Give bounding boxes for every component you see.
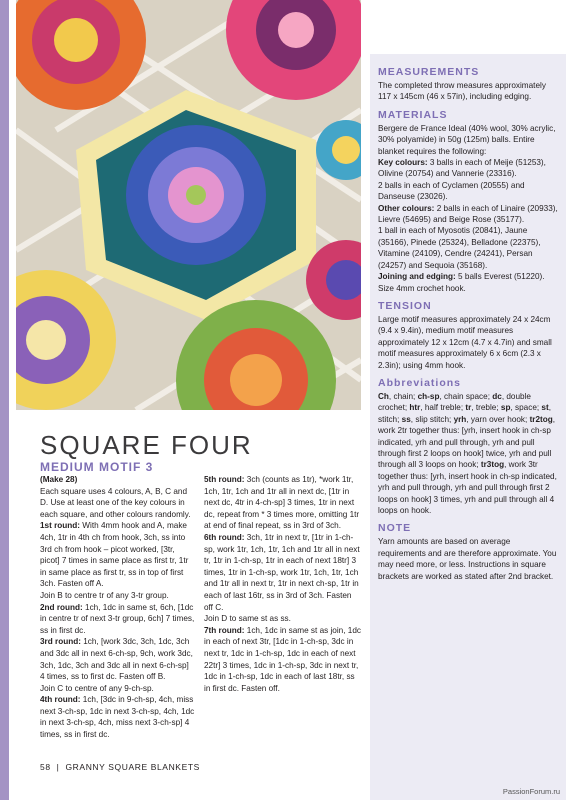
pattern-subtitle: MEDIUM MOTIF 3 xyxy=(40,460,154,474)
watermark: PassionForum.ru xyxy=(502,787,560,796)
page-edge-bar xyxy=(0,0,9,800)
round-3 xyxy=(40,636,195,682)
page-number: 58 xyxy=(40,762,51,772)
abbr-term: dc xyxy=(492,391,502,401)
abbr-def: , chain space; xyxy=(439,391,493,401)
abbr-def: , half treble; xyxy=(420,403,466,413)
abbr-def: , work 3tr together thus: [yrh, insert hook in ch-sp indicated, yrh and pull through, yrh and pull through first 2 loops on hook] 3 times, yrh and pull through all 4 loops on hook. xyxy=(378,460,557,515)
blanket-photo xyxy=(16,0,361,410)
abbr-def: , treble; xyxy=(471,403,501,413)
materials-hook: Size 4mm crochet hook. xyxy=(378,283,466,293)
key-colours-text: 3 balls in each of Meije (51253), Olivine (20754) and Vannerie (23316). xyxy=(378,158,546,179)
abbr-term: ch-sp xyxy=(417,391,440,401)
round-label: 6th round: xyxy=(204,532,245,542)
materials-key-colours xyxy=(378,157,560,180)
pattern-title: SQUARE FOUR xyxy=(40,430,253,460)
note-heading: NOTE xyxy=(378,522,412,535)
abbr-term: tr xyxy=(465,403,472,413)
abbr-term: Ch xyxy=(378,391,389,401)
abbr-term: sp xyxy=(500,403,511,413)
materials-joining xyxy=(378,271,560,282)
section-name: GRANNY SQUARE BLANKETS xyxy=(65,762,200,772)
materials-other-colours xyxy=(378,203,560,226)
round-text: 1ch, [3dc in 9-ch-sp, 4ch, miss next 3-ch-sp, 1dc in next 3-ch-sp, 4ch, 1dc in next 3-ch-sp, 4ch, miss next 3-ch-sp] 4 times, ss in first dc. xyxy=(40,695,195,740)
materials-intro: Bergere de France Ideal (40% wool, 30% acrylic, 30% polyamide) in 50g (125m) balls. Entire blanket requires the following: xyxy=(378,123,556,156)
note-text: Yarn amounts are based on average requirements and are therefore approximate. You may need more, or less. Instructions in square brackets are worked as stated after 2nd bracket. xyxy=(378,537,557,581)
round-5 xyxy=(204,474,361,532)
materials-two-balls: 2 balls in each of Cyclamen (20555) and Danseuse (23026). xyxy=(378,180,525,202)
abbr-def: , stitch; xyxy=(378,403,551,424)
join-c: Join C to centre of any 9-ch-sp. xyxy=(40,683,154,693)
abbr-term: ss xyxy=(401,414,411,424)
measurements-heading: MEASUREMENTS xyxy=(378,66,480,78)
abbr-term: htr xyxy=(409,403,421,413)
round-text: 3ch (counts as 1tr), *work 1tr, 1ch, 1tr, 1ch and 1tr all in next dc, [1tr in next dc, 4tr in 4-ch-sp] 3 times, 1tr in next dc, repeat from * 3 times more, omitting 1tr at end of final repeat, ss in 3rd of 3ch. xyxy=(204,475,360,531)
round-6 xyxy=(204,532,361,613)
page-footer xyxy=(40,762,200,772)
materials-one-ball: 1 ball in each of Myosotis (20841), Jaune (35166), Pinede (25324), Belladone (22375), Vitamine (24109), Cendre (24241), Persan (24257) and Sequoia (35168). xyxy=(378,226,541,270)
join-d: Join D to same st as ss. xyxy=(204,614,291,624)
round-label: 5th round: xyxy=(204,475,245,484)
abbr-term: yrh xyxy=(453,414,467,424)
round-label: 2nd round: xyxy=(40,602,83,612)
tension-heading: TENSION xyxy=(378,299,432,312)
round-text: 1ch, [work 3dc, 3ch, 1dc, 3ch and 3dc all in next 6-ch-sp, 9ch, work 3dc, 3ch, 1dc, 3ch and 3dc all in next 6-ch-sp] 4 times, ss to first dc. Fasten off B. xyxy=(40,637,193,682)
round-label: 1st round: xyxy=(40,521,81,531)
other-colours-text: 2 balls in each of Linaire (20933), Lievre (54695) and Beige Rose (35177). xyxy=(378,203,558,225)
key-colours-label: Key colours: xyxy=(378,158,428,168)
round-1 xyxy=(40,520,195,590)
round-label: 4th round: xyxy=(40,695,81,705)
footer-separator: | xyxy=(56,762,60,772)
round-7 xyxy=(204,625,361,695)
other-colours-label: Other colours: xyxy=(378,203,435,213)
join-b: Join B to centre tr of any 3-tr group. xyxy=(40,590,169,600)
abbreviations-text xyxy=(378,391,560,516)
abbr-term: st xyxy=(541,403,549,413)
round-2 xyxy=(40,602,195,637)
abbreviations-heading: Abbreviations xyxy=(378,376,462,389)
round-text: 1ch, 1dc in same st, 6ch, [1dc in centre tr of next 3-tr group, 6ch] 7 times, ss in first dc. xyxy=(40,602,195,635)
abbr-term: tr3tog xyxy=(480,460,505,470)
measurements-text: The completed throw measures approximately 117 x 145cm (46 x 57in), including edging. xyxy=(378,81,546,102)
intro-text: Each square uses 4 colours, A, B, C and D. Use at least one of the key colours in each square, and other colours randomly. xyxy=(40,486,191,519)
materials-heading: MATERIALS xyxy=(378,108,448,121)
round-4 xyxy=(40,694,195,740)
abbr-term: tr2tog xyxy=(529,414,553,424)
joining-text: 5 balls Everest (51220). xyxy=(455,272,545,282)
abbr-def: , space; xyxy=(510,403,542,413)
abbr-def: , slip stitch; xyxy=(410,414,454,424)
joining-label: Joining and edging: xyxy=(378,272,456,282)
round-label: 3rd round: xyxy=(40,637,81,647)
crochet-blanket-illustration xyxy=(16,0,361,410)
instructions-column-2 xyxy=(204,474,361,694)
abbr-def: , work 2tr together thus: [yrh, insert hook in ch-sp indicated, yrh and pull through, yrh and pull through first 2 loops on hook] twice, yrh and pull through all 3 loops on hook; xyxy=(378,414,556,470)
round-label: 7th round: xyxy=(204,625,245,635)
info-sidebar xyxy=(370,54,566,800)
round-text: 3ch, 1tr in next tr, [1tr in 1-ch-sp, work 1tr, 1ch, 1tr, 1ch and 1tr all in next tr, 1tr in 1-ch-sp, 1tr in each of next 18tr] 3 times, 1tr in 1-ch-sp, work 1tr, 1ch, 1tr, 1ch and 1tr all in next tr, 1tr in next ch-sp, 1tr in each of last 16tr, ss in 3rd of 3ch. Fasten off C. xyxy=(204,532,360,612)
abbr-def: , yarn over hook; xyxy=(466,414,530,424)
tension-text: Large motif measures approximately 24 x 24cm (9.4 x 9.4in), medium motif measures approximately 12 x 12cm (4.7 x 4.7in) and small motif measures approximately 6 x 6cm (2.3 x 2.3in); using 4mm hook. xyxy=(378,314,552,370)
abbr-def: , double crochet; xyxy=(378,391,531,413)
instructions-column-1 xyxy=(40,474,195,741)
make-count: (Make 28) xyxy=(40,475,78,484)
round-text: With 4mm hook and A, make 4ch, 1tr in 4th ch from hook, 3ch, ss into 3rd ch from hook – picot worked, [3tr, picot] 7 times in same place as first tr, 1tr in same place as first tr, ss in top of first 3ch. Fasten off A. xyxy=(40,521,189,589)
abbr-def: , chain; xyxy=(388,391,418,401)
round-text: 1ch, 1dc in same st as join, 1dc in each of next 3tr, [1dc in 1-ch-sp, 3dc in next tr, 1dc in 1-ch-sp, 1dc in each of next 22tr] 3 times, 1dc in 1-ch-sp, 3dc in next tr, 1dc in 1-ch-sp, 1dc in each of last 18tr, ss in first dc. Fasten off. xyxy=(204,625,361,693)
